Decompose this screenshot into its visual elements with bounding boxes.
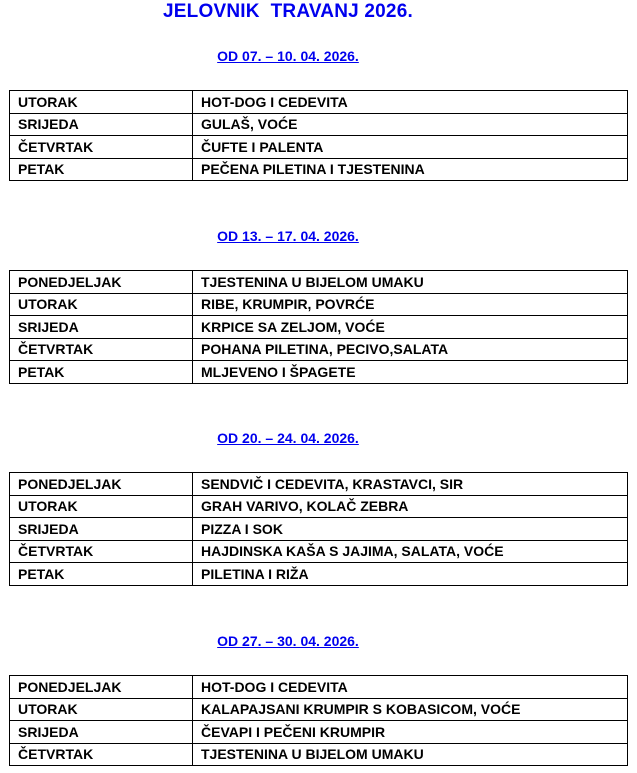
table-row	[10, 91, 628, 114]
table-row	[10, 271, 628, 294]
table-row	[10, 316, 628, 339]
week-range-heading: OD 20. – 24. 04. 2026.	[217, 430, 359, 446]
meal-cell: ČUFTE I PALENTA	[193, 136, 628, 159]
meal-cell: MLJEVENO I ŠPAGETE	[193, 361, 628, 384]
day-cell: PETAK	[10, 361, 193, 384]
meal-cell: HOT-DOG I CEDEVITA	[193, 676, 628, 699]
page-title: JELOVNIK TRAVANJ 2026.	[163, 1, 413, 22]
table-row	[10, 158, 628, 181]
table-row	[10, 113, 628, 136]
day-cell: SRIJEDA	[10, 518, 193, 541]
table-row	[10, 293, 628, 316]
week-range-heading: OD 07. – 10. 04. 2026.	[217, 48, 359, 64]
week-menu-table	[9, 472, 628, 586]
meal-cell: GULAŠ, VOĆE	[193, 113, 628, 136]
day-cell: SRIJEDA	[10, 316, 193, 339]
table-row	[10, 495, 628, 518]
meal-cell: PEČENA PILETINA I TJESTENINA	[193, 158, 628, 181]
day-cell: PETAK	[10, 563, 193, 586]
day-cell: UTORAK	[10, 698, 193, 721]
meal-cell: PIZZA I SOK	[193, 518, 628, 541]
week-range-heading: OD 27. – 30. 04. 2026.	[217, 633, 359, 649]
table-row	[10, 136, 628, 159]
meal-cell: ČEVAPI I PEČENI KRUMPIR	[193, 721, 628, 744]
meal-cell: PILETINA I RIŽA	[193, 563, 628, 586]
meal-cell: POHANA PILETINA, PECIVO,SALATA	[193, 338, 628, 361]
table-row	[10, 563, 628, 586]
table-row	[10, 540, 628, 563]
table-row	[10, 473, 628, 496]
day-cell: UTORAK	[10, 293, 193, 316]
day-cell: ČETVRTAK	[10, 743, 193, 766]
day-cell: SRIJEDA	[10, 721, 193, 744]
day-cell: ČETVRTAK	[10, 338, 193, 361]
meal-cell: KRPICE SA ZELJOM, VOĆE	[193, 316, 628, 339]
table-row	[10, 518, 628, 541]
day-cell: UTORAK	[10, 495, 193, 518]
meal-cell: KALAPAJSANI KRUMPIR S KOBASICOM, VOĆE	[193, 698, 628, 721]
day-cell: PETAK	[10, 158, 193, 181]
table-row	[10, 338, 628, 361]
week-menu-table	[9, 675, 628, 766]
day-cell: ČETVRTAK	[10, 540, 193, 563]
week-menu-table	[9, 270, 628, 384]
day-cell: ČETVRTAK	[10, 136, 193, 159]
meal-cell: TJESTENINA U BIJELOM UMAKU	[193, 271, 628, 294]
day-cell: PONEDJELJAK	[10, 271, 193, 294]
day-cell: UTORAK	[10, 91, 193, 114]
meal-cell: HAJDINSKA KAŠA S JAJIMA, SALATA, VOĆE	[193, 540, 628, 563]
week-menu-table	[9, 90, 628, 181]
day-cell: PONEDJELJAK	[10, 676, 193, 699]
table-row	[10, 698, 628, 721]
meal-cell: SENDVIČ I CEDEVITA, KRASTAVCI, SIR	[193, 473, 628, 496]
table-row	[10, 676, 628, 699]
meal-cell: TJESTENINA U BIJELOM UMAKU	[193, 743, 628, 766]
week-range-heading: OD 13. – 17. 04. 2026.	[217, 228, 359, 244]
meal-cell: RIBE, KRUMPIR, POVRĆE	[193, 293, 628, 316]
meal-cell: GRAH VARIVO, KOLAČ ZEBRA	[193, 495, 628, 518]
day-cell: PONEDJELJAK	[10, 473, 193, 496]
table-row	[10, 361, 628, 384]
day-cell: SRIJEDA	[10, 113, 193, 136]
table-row	[10, 721, 628, 744]
meal-cell: HOT-DOG I CEDEVITA	[193, 91, 628, 114]
table-row	[10, 743, 628, 766]
